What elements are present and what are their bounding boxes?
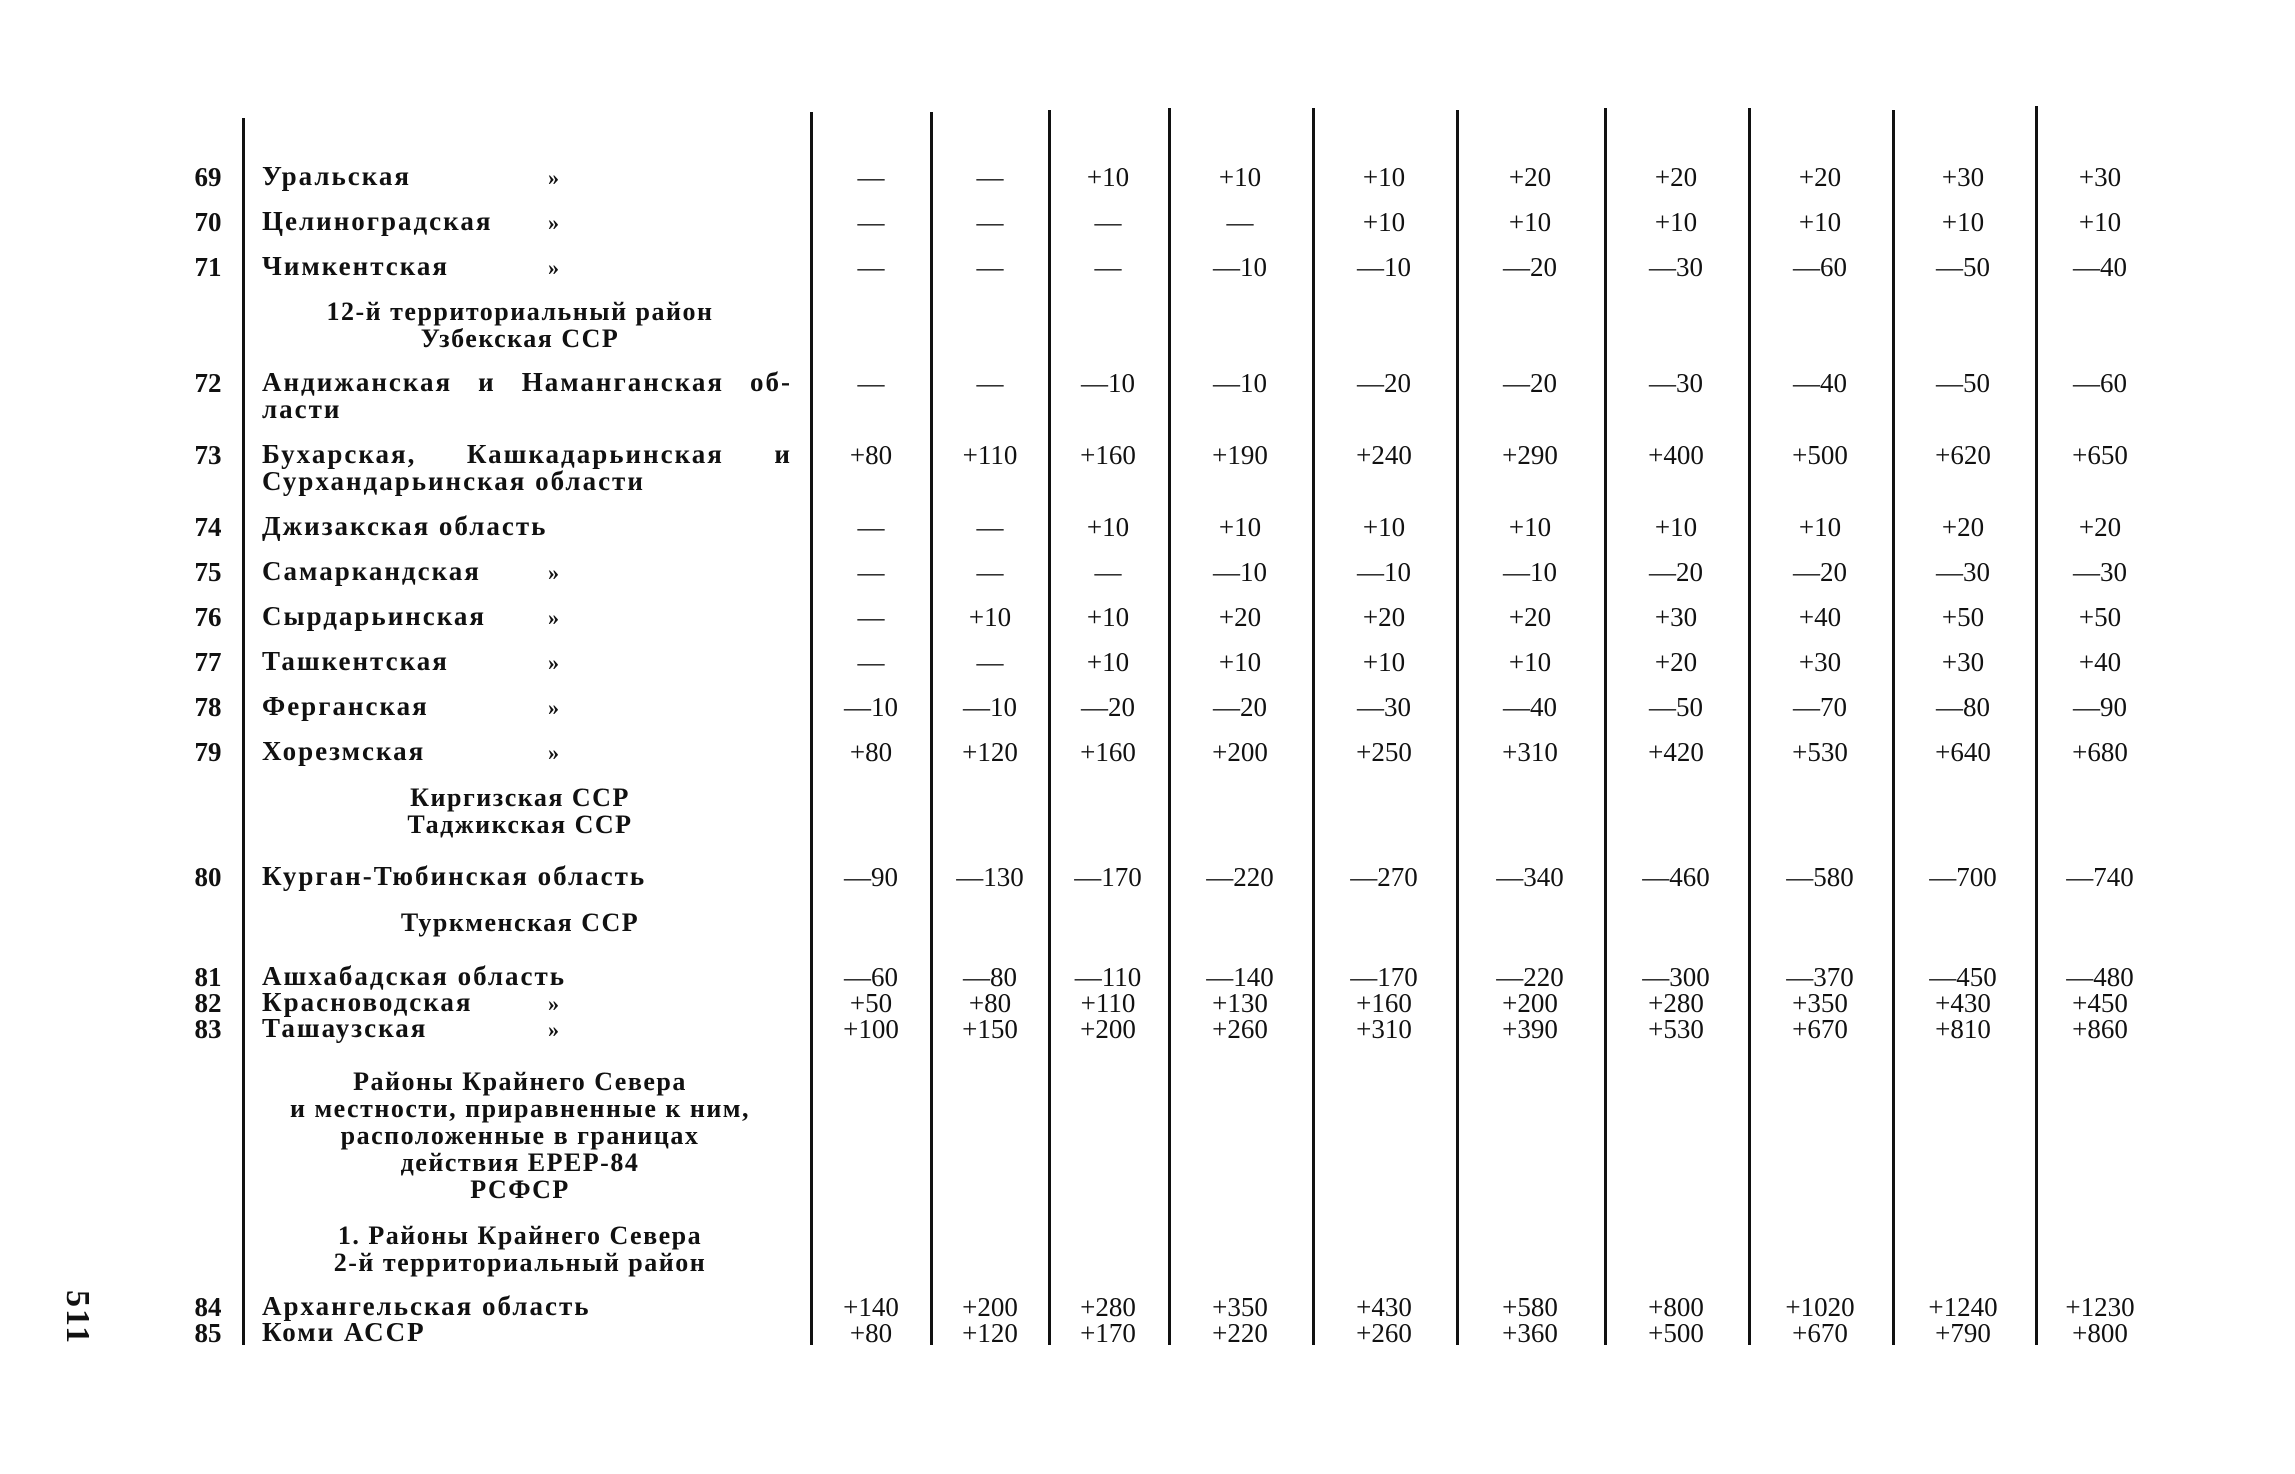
table-cell: +10: [1218, 647, 1262, 677]
column-rule: [930, 112, 933, 1345]
row-number: 72: [194, 368, 222, 398]
row-number: 82: [194, 988, 222, 1018]
table-cell: +10: [1086, 512, 1130, 542]
row-number: 78: [194, 692, 222, 722]
table-cell: +50: [2078, 602, 2122, 632]
table-cell: —60: [2073, 368, 2127, 398]
table-cell: +640: [1935, 737, 1991, 767]
row-number: 83: [194, 1014, 222, 1044]
row-number: 71: [194, 252, 222, 282]
table-cell: +500: [1792, 440, 1848, 470]
table-cell: +20: [1218, 602, 1262, 632]
table-cell: +1230: [2065, 1292, 2135, 1322]
table-cell: —: [857, 368, 885, 398]
row-name: ласти: [262, 394, 342, 424]
table-cell: +420: [1648, 737, 1704, 767]
row-name: Ашхабадская область: [262, 961, 567, 991]
table-cell: —: [857, 162, 885, 192]
row-name: Чимкентская: [262, 251, 450, 281]
table-cell: —20: [1503, 252, 1557, 282]
column-rule: [810, 112, 813, 1345]
table-cell: +150: [962, 1014, 1018, 1044]
section-heading: Районы Крайнего Севера: [353, 1067, 687, 1096]
table-cell: —20: [1793, 557, 1847, 587]
table-cell: —40: [2073, 252, 2127, 282]
column-rule: [1748, 108, 1751, 1345]
row-number: 80: [194, 862, 222, 892]
table-cell: +140: [843, 1292, 899, 1322]
table-cell: +280: [1648, 988, 1704, 1018]
table-cell: +200: [1080, 1014, 1136, 1044]
column-rule: [1604, 108, 1607, 1345]
table-cell: +860: [2072, 1014, 2128, 1044]
table-cell: —10: [963, 692, 1017, 722]
table-cell: —300: [1642, 962, 1710, 992]
table-cell: —220: [1496, 962, 1564, 992]
table-cell: —: [1094, 207, 1122, 237]
section-heading: Узбекская ССР: [420, 324, 620, 353]
table-cell: +20: [1798, 162, 1842, 192]
row-name: Самаркандская: [262, 556, 481, 586]
section-heading: 12-й территориальный район: [326, 297, 714, 326]
row-name: Джизакская область: [262, 511, 548, 541]
table-cell: +80: [849, 737, 893, 767]
table-cell: —80: [963, 962, 1017, 992]
table-cell: —: [1094, 557, 1122, 587]
ditto-mark: »: [548, 210, 559, 235]
table-cell: +190: [1212, 440, 1268, 470]
ditto-mark: »: [548, 695, 559, 720]
table-cell: +220: [1212, 1318, 1268, 1348]
table-cell: —170: [1074, 862, 1142, 892]
table-cell: +10: [1508, 207, 1552, 237]
table-cell: —50: [1936, 368, 1990, 398]
table-cell: —110: [1074, 962, 1142, 992]
table-cell: +40: [2078, 647, 2122, 677]
table-cell: +1020: [1785, 1292, 1855, 1322]
table-cell: +200: [1502, 988, 1558, 1018]
table-cell: +10: [1362, 647, 1406, 677]
table-cell: —40: [1503, 692, 1557, 722]
table-cell: +10: [1086, 602, 1130, 632]
table-cell: —340: [1496, 862, 1564, 892]
table-cell: +10: [1362, 162, 1406, 192]
row-name: Бухарская, Кашкадарьинская и: [262, 439, 792, 469]
table-cell: —30: [2073, 557, 2127, 587]
table-cell: —30: [1649, 252, 1703, 282]
table-cell: —10: [1213, 368, 1267, 398]
table-cell: —10: [1081, 368, 1135, 398]
ditto-mark: »: [548, 560, 559, 585]
row-name: Красноводская: [262, 987, 473, 1017]
table-cell: +170: [1080, 1318, 1136, 1348]
table-cell: +80: [849, 1318, 893, 1348]
table-cell: +530: [1648, 1014, 1704, 1044]
row-name: Сырдарьинская: [262, 601, 487, 631]
table-cell: —: [857, 252, 885, 282]
table-cell: +20: [1508, 602, 1552, 632]
table-cell: +10: [1086, 647, 1130, 677]
table-cell: —50: [1649, 692, 1703, 722]
table-cell: —20: [1357, 368, 1411, 398]
section-heading: 1. Районы Крайнего Севера: [337, 1221, 703, 1250]
table-cell: —: [976, 252, 1004, 282]
table-cell: +10: [1218, 512, 1262, 542]
table-cell: —: [976, 512, 1004, 542]
table-cell: —: [1094, 252, 1122, 282]
table-cell: —10: [1357, 557, 1411, 587]
column-rule: [1312, 108, 1315, 1345]
table-cell: —70: [1793, 692, 1847, 722]
table-cell: —10: [1213, 557, 1267, 587]
ditto-mark: »: [548, 740, 559, 765]
table-cell: —: [1226, 207, 1254, 237]
ditto-mark: »: [548, 1017, 559, 1042]
table-cell: +290: [1502, 440, 1558, 470]
row-name: Курган-Тюбинская область: [262, 861, 647, 891]
table-cell: +670: [1792, 1014, 1848, 1044]
table-cell: —170: [1350, 962, 1418, 992]
table-cell: —: [976, 207, 1004, 237]
table-cell: —80: [1936, 692, 1990, 722]
table-cell: +670: [1792, 1318, 1848, 1348]
table-cell: —460: [1642, 862, 1710, 892]
row-name: Архангельская область: [262, 1291, 591, 1321]
table-cell: +10: [1086, 162, 1130, 192]
table-cell: +430: [1935, 988, 1991, 1018]
table-cell: +350: [1212, 1292, 1268, 1322]
table-cell: +680: [2072, 737, 2128, 767]
table-cell: +10: [968, 602, 1012, 632]
row-name: Ферганская: [262, 691, 429, 721]
table-cell: +120: [962, 1318, 1018, 1348]
table-cell: +20: [1508, 162, 1552, 192]
table-cell: +100: [843, 1014, 899, 1044]
page-number: 511: [59, 1290, 96, 1346]
section-heading: Туркменская ССР: [400, 908, 640, 937]
section-heading: Киргизская ССР: [410, 783, 630, 812]
table-cell: +80: [849, 440, 893, 470]
table-cell: +120: [962, 737, 1018, 767]
table-cell: +30: [1941, 162, 1985, 192]
table-cell: —: [857, 512, 885, 542]
table-cell: +130: [1212, 988, 1268, 1018]
table-cell: +310: [1356, 1014, 1412, 1044]
row-name: Андижанская и Наманганская об-: [262, 367, 792, 397]
table-cell: —20: [1081, 692, 1135, 722]
table-cell: +580: [1502, 1292, 1558, 1322]
table-cell: +10: [1508, 512, 1552, 542]
table-cell: —90: [2073, 692, 2127, 722]
table-cell: +20: [1362, 602, 1406, 632]
table-cell: —10: [1357, 252, 1411, 282]
table-cell: +30: [1798, 647, 1842, 677]
row-number: 81: [194, 962, 222, 992]
row-number: 79: [194, 737, 222, 767]
row-number: 76: [194, 602, 222, 632]
table-cell: +160: [1080, 440, 1136, 470]
column-rule: [1456, 110, 1459, 1345]
table-cell: —30: [1936, 557, 1990, 587]
section-heading: и местности, приравненные к ним,: [289, 1094, 751, 1123]
table-cell: —60: [844, 962, 898, 992]
table-cell: —: [976, 647, 1004, 677]
section-heading: РСФСР: [470, 1175, 570, 1204]
table-cell: +810: [1935, 1014, 1991, 1044]
table-cell: —: [976, 557, 1004, 587]
table-cell: +10: [1362, 512, 1406, 542]
section-heading: 2-й территориальный район: [333, 1248, 707, 1277]
table-cell: +10: [1218, 162, 1262, 192]
ditto-mark: »: [548, 991, 559, 1016]
table-cell: +200: [1212, 737, 1268, 767]
table-cell: +20: [2078, 512, 2122, 542]
table-cell: —130: [956, 862, 1024, 892]
table-cell: +200: [962, 1292, 1018, 1322]
column-rule: [1168, 108, 1171, 1345]
table-cell: —20: [1649, 557, 1703, 587]
table-cell: —580: [1786, 862, 1854, 892]
table-cell: —370: [1786, 962, 1854, 992]
table-cell: +450: [2072, 988, 2128, 1018]
row-name: Хорезмская: [262, 736, 426, 766]
row-number: 84: [194, 1292, 222, 1322]
table-cell: —: [857, 647, 885, 677]
table-cell: +160: [1356, 988, 1412, 1018]
row-name: Коми АССР: [262, 1317, 426, 1347]
table-cell: +400: [1648, 440, 1704, 470]
table-cell: —10: [1503, 557, 1557, 587]
table-cell: +650: [2072, 440, 2128, 470]
table-cell: +20: [1941, 512, 1985, 542]
row-name: Ташкентская: [262, 646, 449, 676]
ditto-mark: »: [548, 255, 559, 280]
table-cell: —40: [1793, 368, 1847, 398]
table-cell: +40: [1798, 602, 1842, 632]
ditto-mark: »: [548, 165, 559, 190]
column-rule: [2035, 106, 2038, 1345]
table-cell: +530: [1792, 737, 1848, 767]
row-name: Уральская: [262, 161, 412, 191]
table-cell: +800: [2072, 1318, 2128, 1348]
table-cell: +250: [1356, 737, 1412, 767]
table-cell: +160: [1080, 737, 1136, 767]
table-cell: +800: [1648, 1292, 1704, 1322]
table-cell: +10: [1798, 512, 1842, 542]
row-number: 69: [194, 162, 222, 192]
table-cell: +10: [1362, 207, 1406, 237]
table-cell: —220: [1206, 862, 1274, 892]
table-cell: —20: [1503, 368, 1557, 398]
table-cell: +10: [1654, 207, 1698, 237]
table-cell: —: [976, 368, 1004, 398]
table-cell: —270: [1350, 862, 1418, 892]
column-rule: [1048, 110, 1051, 1345]
table-cell: +110: [962, 440, 1018, 470]
table-cell: +500: [1648, 1318, 1704, 1348]
section-heading: действия ЕРЕР-84: [400, 1148, 640, 1177]
table-cell: —60: [1793, 252, 1847, 282]
row-name: Ташаузская: [262, 1013, 428, 1043]
table-cell: +50: [1941, 602, 1985, 632]
table-cell: +10: [1798, 207, 1842, 237]
table-cell: —480: [2066, 962, 2134, 992]
table-cell: +10: [1941, 207, 1985, 237]
table-cell: —740: [2066, 862, 2134, 892]
table-cell: —10: [1213, 252, 1267, 282]
row-number: 70: [194, 207, 222, 237]
table-cell: +280: [1080, 1292, 1136, 1322]
table-cell: —: [857, 602, 885, 632]
table-cell: +260: [1356, 1318, 1412, 1348]
section-heading: Таджикская ССР: [407, 810, 633, 839]
table-cell: +10: [1508, 647, 1552, 677]
table-cell: +10: [2078, 207, 2122, 237]
table-cell: —140: [1206, 962, 1274, 992]
table-cell: +310: [1502, 737, 1558, 767]
table-cell: +20: [1654, 162, 1698, 192]
table-cell: —450: [1929, 962, 1997, 992]
row-number: 77: [194, 647, 222, 677]
table-cell: +10: [1654, 512, 1698, 542]
table-cell: —90: [844, 862, 898, 892]
section-heading: расположенные в границах: [340, 1121, 700, 1150]
table-cell: —700: [1929, 862, 1997, 892]
table-cell: +30: [1941, 647, 1985, 677]
table-cell: +30: [2078, 162, 2122, 192]
row-number: 85: [194, 1318, 222, 1348]
table-cell: —10: [844, 692, 898, 722]
table-cell: —50: [1936, 252, 1990, 282]
table-cell: +620: [1935, 440, 1991, 470]
table-cell: —20: [1213, 692, 1267, 722]
column-rule: [1892, 110, 1895, 1345]
table-cell: —: [976, 162, 1004, 192]
row-name: Сурхандарьинская области: [262, 466, 645, 496]
row-number: 75: [194, 557, 222, 587]
table-cell: +790: [1935, 1318, 1991, 1348]
table-cell: +80: [968, 988, 1012, 1018]
table-cell: —30: [1649, 368, 1703, 398]
table-cell: +20: [1654, 647, 1698, 677]
table-cell: —: [857, 557, 885, 587]
table-cell: +240: [1356, 440, 1412, 470]
row-number: 74: [194, 512, 222, 542]
table-cell: +50: [849, 988, 893, 1018]
table-cell: +360: [1502, 1318, 1558, 1348]
table-cell: +1240: [1928, 1292, 1998, 1322]
table-cell: +260: [1212, 1014, 1268, 1044]
table-cell: +390: [1502, 1014, 1558, 1044]
row-number: 73: [194, 440, 222, 470]
row-name: Целиноградская: [262, 206, 493, 236]
table-cell: +110: [1080, 988, 1136, 1018]
table-cell: +350: [1792, 988, 1848, 1018]
table-cell: —30: [1357, 692, 1411, 722]
table-cell: +30: [1654, 602, 1698, 632]
table-cell: —: [857, 207, 885, 237]
ditto-mark: »: [548, 650, 559, 675]
ditto-mark: »: [548, 605, 559, 630]
table-cell: +430: [1356, 1292, 1412, 1322]
